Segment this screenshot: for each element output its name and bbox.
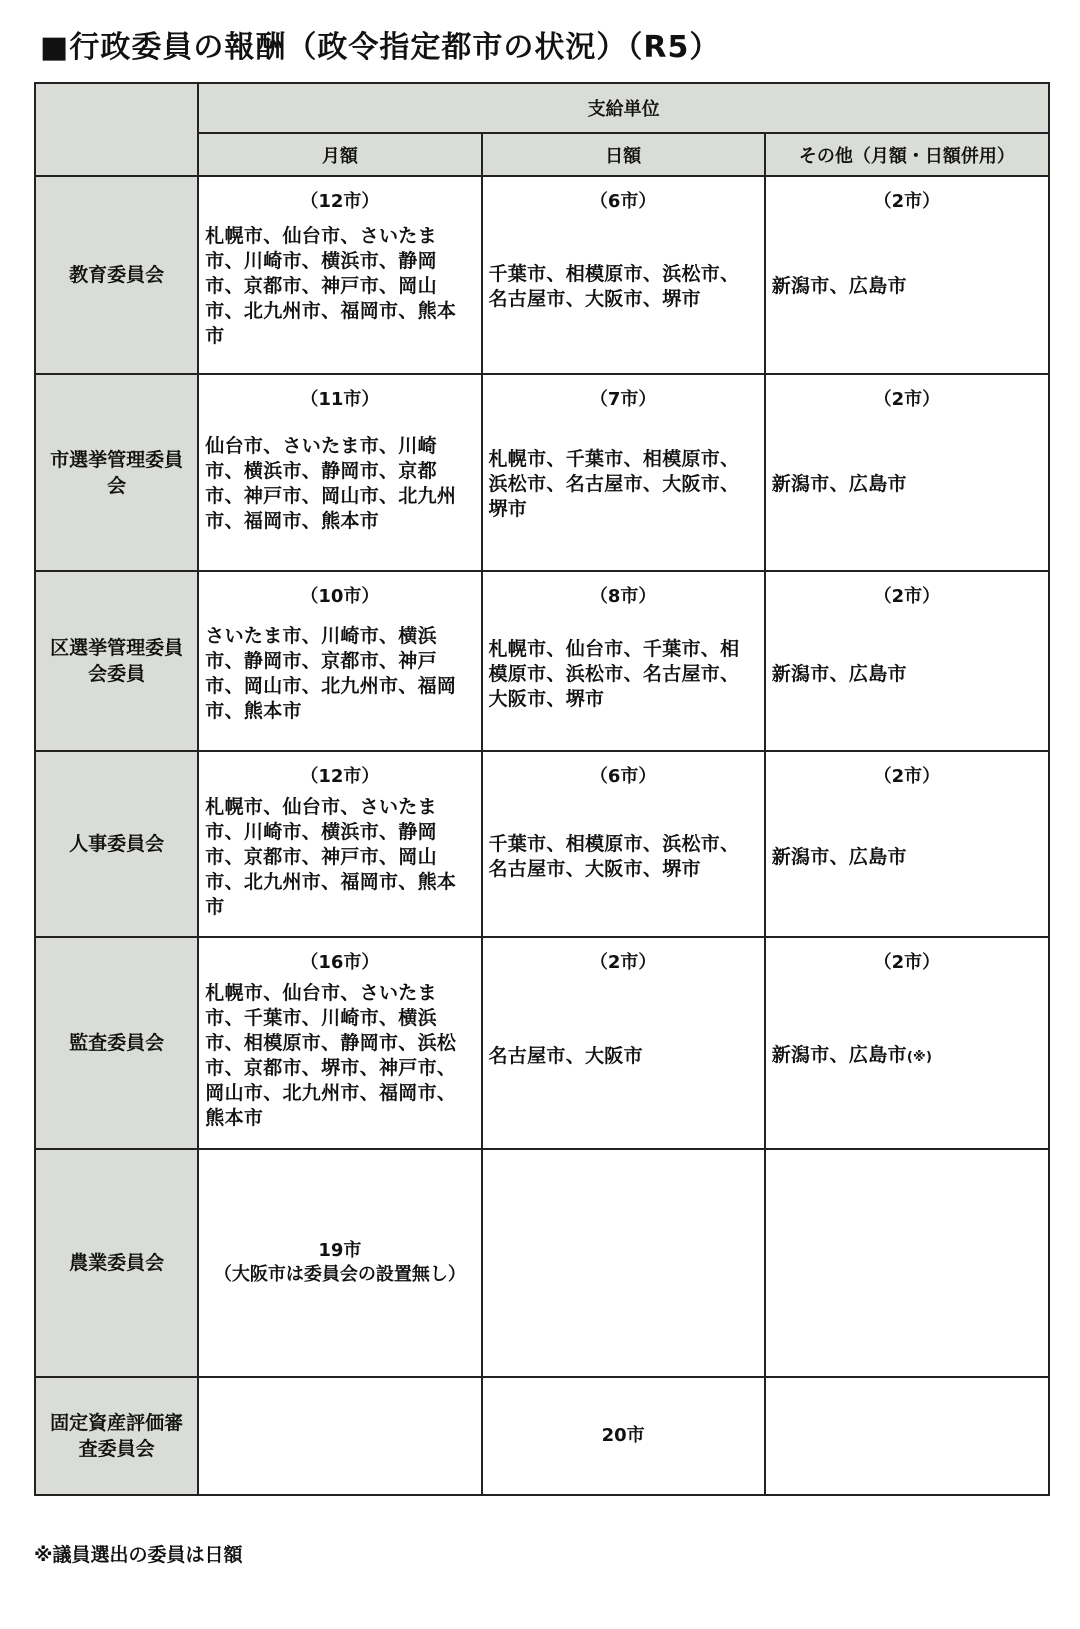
- note-mark: (※): [906, 1049, 933, 1065]
- cell-note: （大阪市は委員会の設置無し）: [213, 1264, 466, 1285]
- city-list: 札幌市、仙台市、千葉市、相模原市、浜松市、名古屋市、大阪市、堺市: [488, 637, 740, 710]
- city-list: 札幌市、仙台市、さいたま市、千葉市、川崎市、横浜市、相模原市、静岡市、浜松市、京都市、堺市、神戸市、岡山市、北九州市、福岡市、熊本市: [205, 982, 457, 1129]
- city-list: 札幌市、仙台市、さいたま市、川崎市、横浜市、静岡市、京都市、神戸市、岡山市、北九州市、福岡市、熊本市: [205, 225, 457, 347]
- header-other: その他（月額・日額併用）: [765, 133, 1049, 176]
- city-count: （11市）: [300, 389, 380, 410]
- table-row: [35, 751, 1049, 937]
- corner-cell: [35, 83, 198, 176]
- monthly-cell: [198, 1377, 481, 1495]
- city-count: （2市）: [873, 389, 941, 410]
- city-count: （6市）: [589, 191, 657, 212]
- table-row: [35, 1149, 1049, 1377]
- city-list: [772, 1043, 933, 1070]
- row-label: 農業委員会: [35, 1149, 198, 1377]
- monthly-cell: [198, 374, 481, 571]
- table-row: [35, 937, 1049, 1149]
- header-monthly: 月額: [198, 133, 481, 176]
- city-list: 札幌市、千葉市、相模原市、浜松市、名古屋市、大阪市、堺市: [488, 447, 740, 520]
- other-cell: [765, 176, 1049, 374]
- city-count: （2市）: [873, 191, 941, 212]
- daily-cell: [482, 751, 765, 937]
- city-list: 新潟市、広島市: [771, 472, 907, 495]
- city-list-text: 新潟市、広島市: [771, 1043, 907, 1066]
- monthly-cell: [198, 571, 481, 751]
- city-count: （10市）: [300, 586, 380, 607]
- row-label: 教育委員会: [35, 176, 198, 374]
- other-cell: [765, 751, 1049, 937]
- monthly-cell: [198, 1149, 481, 1377]
- city-count: （8市）: [589, 586, 657, 607]
- row-label: 市選挙管理委員会: [35, 374, 198, 571]
- page-title: ■行政委員の報酬（政令指定都市の状況）（R5）: [40, 30, 721, 65]
- other-cell: [765, 571, 1049, 751]
- daily-cell: [482, 1377, 765, 1495]
- daily-cell: [482, 937, 765, 1149]
- other-cell: [765, 374, 1049, 571]
- city-count: （6市）: [589, 766, 657, 787]
- city-list: 名古屋市、大阪市: [488, 1044, 643, 1067]
- city-count: 20市: [601, 1425, 645, 1446]
- city-count: （2市）: [589, 952, 657, 973]
- other-cell: [765, 1149, 1049, 1377]
- city-list: 新潟市、広島市: [771, 275, 907, 297]
- monthly-cell: [198, 176, 481, 374]
- daily-cell: [482, 374, 765, 571]
- compensation-table: [34, 82, 1050, 1496]
- city-list: 新潟市、広島市: [771, 845, 907, 868]
- city-list: 千葉市、相模原市、浜松市、名古屋市、大阪市、堺市: [488, 833, 740, 880]
- table-row: [35, 176, 1049, 374]
- monthly-cell: [198, 751, 481, 937]
- table-row: [35, 571, 1049, 751]
- row-label: 人事委員会: [35, 751, 198, 937]
- city-count: （2市）: [873, 952, 941, 973]
- header-group-payment-unit: 支給単位: [198, 83, 1049, 133]
- row-label: 監査委員会: [35, 937, 198, 1149]
- city-list: 千葉市、相模原市、浜松市、名古屋市、大阪市、堺市: [488, 262, 740, 310]
- other-cell: [765, 1377, 1049, 1495]
- city-count: （16市）: [300, 952, 380, 973]
- daily-cell: [482, 1149, 765, 1377]
- city-count: （7市）: [589, 389, 657, 410]
- city-list: 仙台市、さいたま市、川崎市、横浜市、静岡市、京都市、神戸市、岡山市、北九州市、福岡市、熊本市: [205, 435, 457, 532]
- footnote: ※議員選出の委員は日額: [34, 1544, 243, 1566]
- daily-cell: [482, 571, 765, 751]
- city-count: （2市）: [873, 766, 941, 787]
- city-count: （12市）: [300, 191, 380, 212]
- table-row: [35, 374, 1049, 571]
- city-count: 19市: [318, 1240, 362, 1261]
- city-count: （2市）: [873, 586, 941, 607]
- city-list: 新潟市、広島市: [771, 662, 907, 685]
- table-row: [35, 1377, 1049, 1495]
- row-label: 区選挙管理委員会委員: [35, 571, 198, 751]
- monthly-cell: [198, 937, 481, 1149]
- city-count: （12市）: [300, 766, 380, 787]
- city-list: 札幌市、仙台市、さいたま市、川崎市、横浜市、静岡市、京都市、神戸市、岡山市、北九州市、福岡市、熊本市: [205, 795, 457, 918]
- row-label: 固定資産評価審査委員会: [35, 1377, 198, 1495]
- daily-cell: [482, 176, 765, 374]
- city-list: さいたま市、川崎市、横浜市、静岡市、京都市、神戸市、岡山市、北九州市、福岡市、熊本市: [205, 625, 457, 722]
- other-cell: [765, 937, 1049, 1149]
- header-daily: 日額: [482, 133, 765, 176]
